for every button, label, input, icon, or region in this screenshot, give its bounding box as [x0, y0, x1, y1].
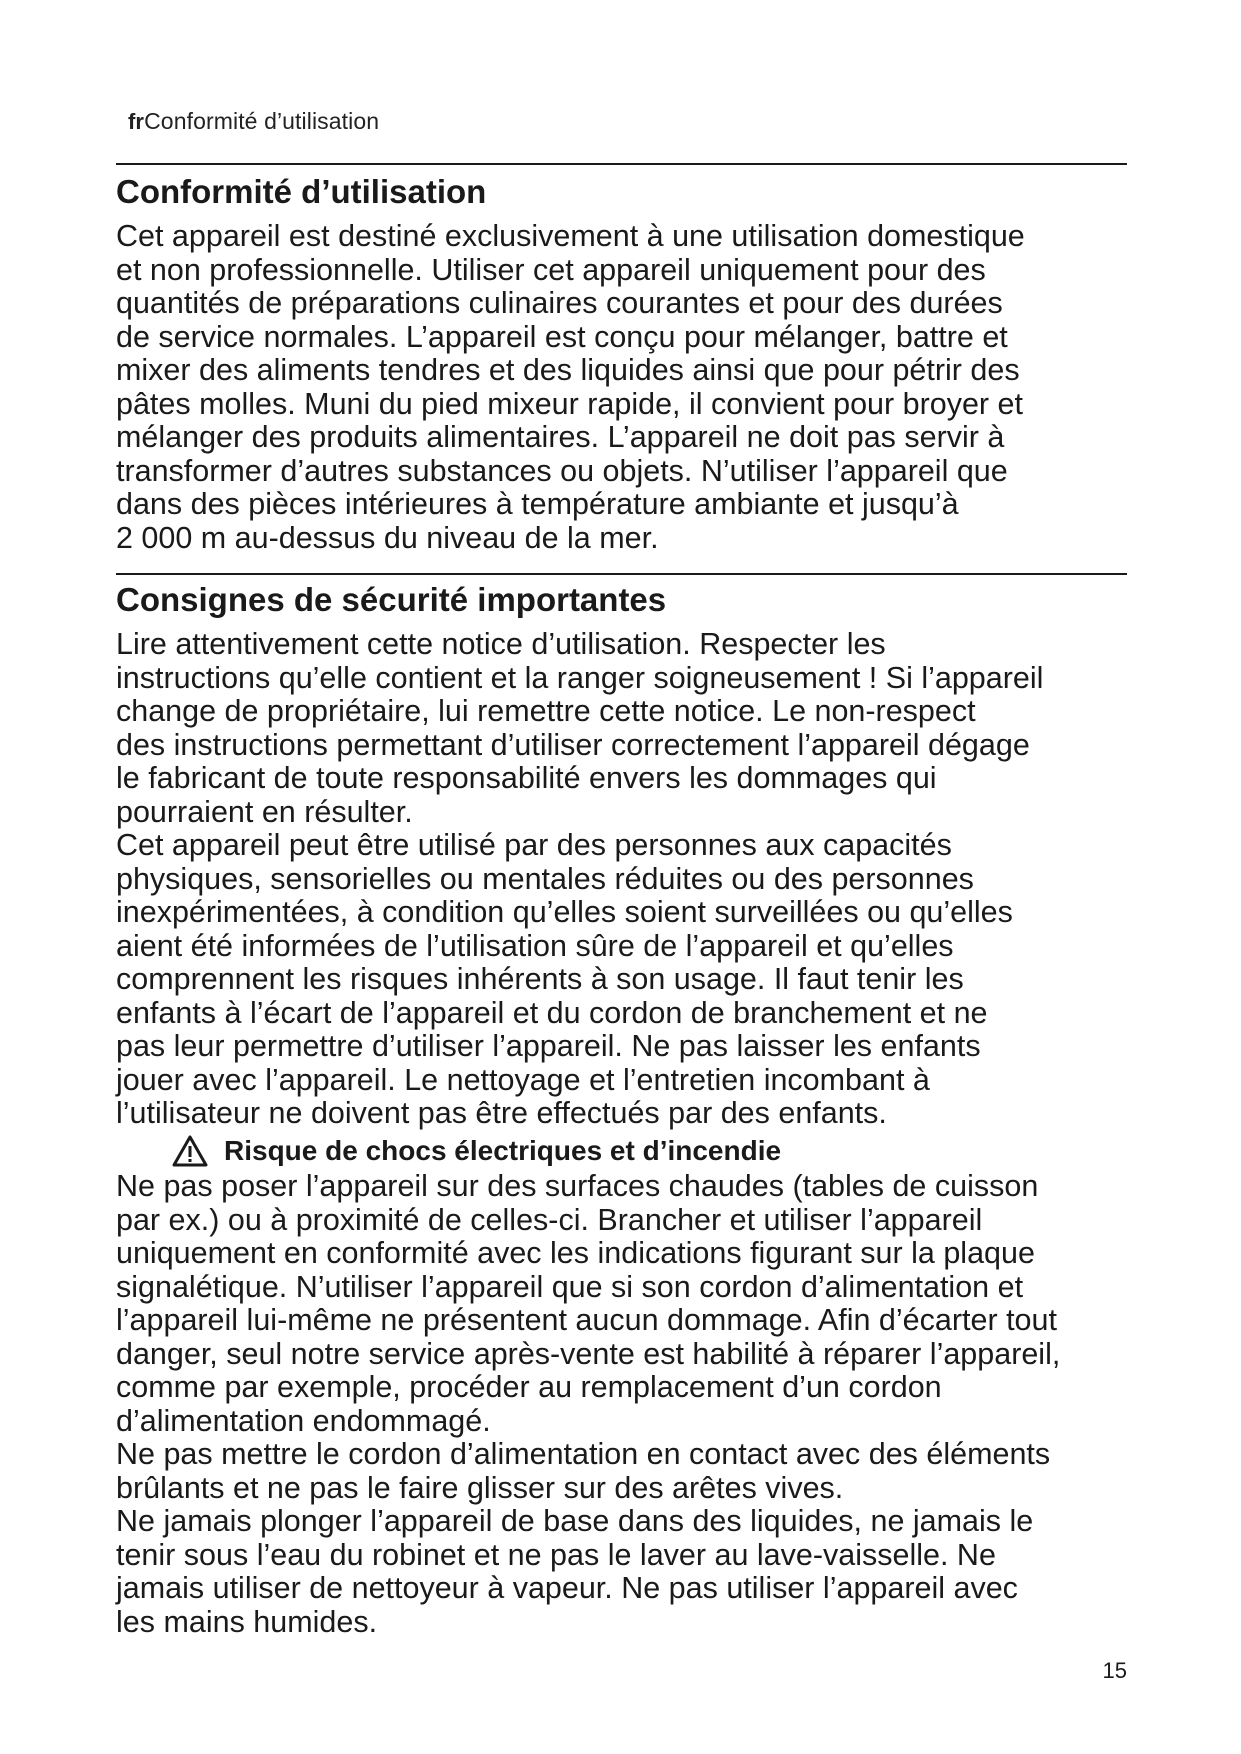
section-divider-2	[116, 573, 1127, 575]
text-line: jamais utiliser de nettoyeur à vapeur. Ne pas utiliser l’appareil avec	[116, 1571, 1018, 1605]
text-line: enfants à l’écart de l’appareil et du cordon de branchement et ne	[116, 995, 988, 1030]
text-line: comprennent les risques inhérents à son usage. Il faut tenir les	[116, 962, 964, 996]
section-title-consignes: Consignes de sécurité importantes	[116, 581, 667, 618]
text-line: tenir sous l’eau du robinet et ne pas le laver au lave-vaisselle. Ne	[116, 1537, 996, 1572]
text-line: pourraient en résulter.	[116, 794, 413, 829]
text-line: le fabricant de toute responsabilité envers les dommages qui	[116, 761, 937, 795]
paragraph-personnes	[116, 829, 1013, 1131]
paragraph-notice	[116, 628, 1043, 829]
text-line: change de propriétaire, lui remettre cette notice. Le non-respect	[116, 694, 976, 728]
paragraph-conformite	[116, 220, 1025, 555]
text-line: jouer avec l’appareil. Le nettoyage et l’entretien incombant à	[116, 1062, 930, 1097]
text-line: instructions qu’elle contient et la ranger soigneusement ! Si l’appareil	[116, 660, 1044, 695]
text-line: l’utilisateur ne doivent pas être effectués par des enfants.	[116, 1096, 887, 1130]
running-header	[128, 108, 379, 135]
text-line: inexpérimentées, à condition qu’elles soient surveillées ou qu’elles	[116, 895, 1013, 929]
section-title-conformite: Conformité d’utilisation	[116, 173, 487, 210]
text-line: pas leur permettre d’utiliser l’appareil. Ne pas laisser les enfants	[116, 1029, 981, 1063]
warning-triangle-icon	[172, 1135, 208, 1167]
text-line: danger, seul notre service après-vente est habilité à réparer l’appareil,	[116, 1336, 1061, 1371]
text-line: Ne pas poser l’appareil sur des surfaces chaudes (tables de cuisson	[116, 1169, 1039, 1203]
text-line: par ex.) ou à proximité de celles-ci. Brancher et utiliser l’appareil	[116, 1202, 983, 1237]
text-line: des instructions permettant d’utiliser correctement l’appareil dégage	[116, 727, 1030, 762]
text-line: pâtes molles. Muni du pied mixeur rapide, il convient pour broyer et	[116, 386, 1023, 421]
text-line: Lire attentivement cette notice d’utilisation. Respecter les	[116, 627, 886, 661]
text-line: comme par exemple, procéder au remplacement d’un cordon	[116, 1370, 942, 1404]
paragraph-chocs	[116, 1170, 1060, 1438]
text-line: Ne pas mettre le cordon d’alimentation en contact avec des éléments	[116, 1437, 1051, 1471]
text-line: les mains humides.	[116, 1604, 378, 1639]
text-line: l’appareil lui-même ne présentent aucun dommage. Afin d’écarter tout	[116, 1303, 1057, 1337]
warning-title: Risque de chocs électriques et d’incendie	[224, 1135, 782, 1166]
text-line: Cet appareil est destiné exclusivement à une utilisation domestique	[116, 219, 1025, 253]
text-line: Cet appareil peut être utilisé par des personnes aux capacités	[116, 828, 952, 862]
text-line: physiques, sensorielles ou mentales réduites ou des personnes	[116, 861, 974, 896]
warning-heading	[172, 1134, 781, 1168]
section-divider-1	[116, 163, 1127, 165]
text-line: signalétique. N’utiliser l’appareil que si son cordon d’alimentation et	[116, 1269, 1024, 1304]
text-line: de service normales. L’appareil est conçu pour mélanger, battre et	[116, 319, 1008, 354]
page-number: 15	[1102, 1658, 1127, 1683]
text-line: d’alimentation endommagé.	[116, 1403, 491, 1438]
text-line: et non professionnelle. Utiliser cet appareil uniquement pour des	[116, 252, 986, 287]
text-line: mélanger des produits alimentaires. L’appareil ne doit pas servir à	[116, 420, 1005, 454]
text-line: uniquement en conformité avec les indications figurant sur la plaque	[116, 1236, 1035, 1270]
text-line: brûlants et ne pas le faire glisser sur des arêtes vives.	[116, 1470, 844, 1505]
running-header-title: Conformité d’utilisation	[144, 108, 380, 134]
text-line: quantités de préparations culinaires courantes et pour des durées	[116, 286, 1003, 320]
language-code: fr	[128, 109, 145, 134]
text-line: mixer des aliments tendres et des liquides ainsi que pour pétrir des	[116, 353, 1020, 387]
text-line: transformer d’autres substances ou objets. N’utiliser l’appareil que	[116, 453, 1008, 488]
paragraph-liquides	[116, 1505, 1033, 1639]
text-line: 2 000 m au-dessus du niveau de la mer.	[116, 520, 659, 555]
text-line: Ne jamais plonger l’appareil de base dans des liquides, ne jamais le	[116, 1504, 1034, 1538]
paragraph-cordon	[116, 1438, 1050, 1505]
text-line: aient été informées de l’utilisation sûre de l’appareil et qu’elles	[116, 928, 954, 963]
text-line: dans des pièces intérieures à température ambiante et jusqu’à	[116, 487, 959, 521]
